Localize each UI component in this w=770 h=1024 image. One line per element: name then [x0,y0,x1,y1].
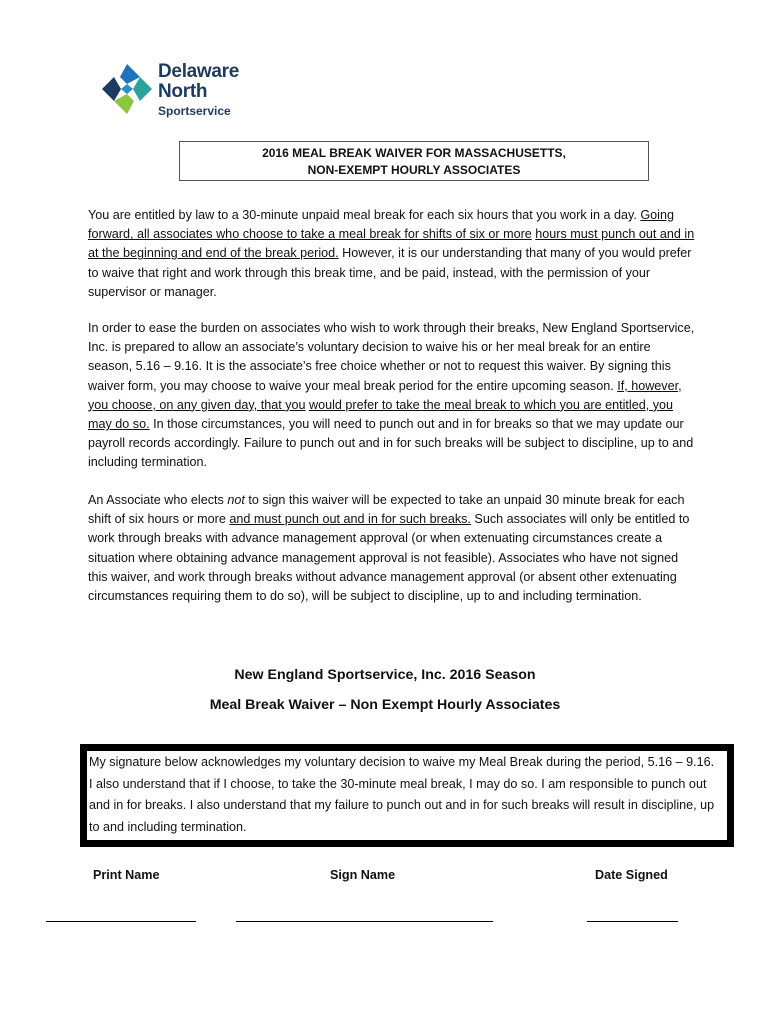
para1-underline-1: Going forward, all associates who choose to take a meal break for shifts of six or more [88,208,674,242]
paragraph-waiver-option [88,319,698,473]
para2-underline-2: would prefer to take the meal break to which you are entitled, you may do so. [88,397,674,432]
para3-text-e: Such associates will only be entitled to work through breaks with advance management approval (or when extenuating circumstances create a situation where obtaining advance management approval is not feasible). Associates who have not signed this waiver, and work through breaks without advance management approval (or absent other extenuating circumstances requiring them to do so), will be subject to discipline, up to and including termination. [88,512,690,604]
para3-text-a: An Associate who elects [88,493,228,507]
print-name-label: Print Name [93,868,160,882]
print-name-line[interactable] [46,921,196,922]
para1-underline-2: hours must punch out and in at the beginning and end of the break period. [88,227,695,261]
sign-name-label: Sign Name [330,868,396,882]
paragraph-entitlement [88,206,698,302]
para1-text-a: You are entitled by law to a 30-minute unpaid meal break for each six hours that you work in a day. [88,208,637,222]
para2-text-e: In those circumstances, you will need to punch out and in for breaks so that we may update our payroll records accordingly. Failure to punch out and in for such breaks will be subject to discipline, up to and including termination. [88,417,694,470]
title-line-1: 2016 MEAL BREAK WAIVER FOR MASSACHUSETTS, [262,146,566,160]
logo-line-delaware: Delaware [158,61,240,82]
para1-text-e: However, it is our understanding that many of you would prefer to waive that right and work through this break time, and be paid, instead, with the permission of your supervisor or manager. [88,246,692,299]
para3-underline: and must punch out and in for such breaks. [229,512,471,527]
date-signed-label: Date Signed [595,868,668,882]
date-signed-line[interactable] [587,921,678,922]
title-line-2: NON-EXEMPT HOURLY ASSOCIATES [307,163,521,177]
logo-line-sportservice: Sportservice [158,104,231,118]
logo-line-north: North [158,81,208,102]
acknowledgement-text: My signature below acknowledges my voluntary decision to waive my Meal Break during the period, 5.16 – 9.16. I also understand that if I choose, to take the 30-minute meal break, I may do so. I am responsible to punch out and in for breaks. I also understand that my failure to punch out and in for such breaks will result in discipline, up to and including termination. [89,755,715,834]
logo-mark-icon [100,62,154,116]
document-title-box [179,141,649,181]
waiver-heading: Meal Break Waiver – Non Exempt Hourly Associates [209,697,561,713]
paragraph-non-signers [88,491,698,606]
sign-name-line[interactable] [236,921,493,922]
para2-text-a: In order to ease the burden on associates who wish to work through their breaks, New England Sportservice, Inc. is prepared to allow an associate’s voluntary decision to waive his or her meal break for an entire season, 5.16 – 9.16. It is the associate’s free choice whether or not to request this waiver. By signing this waiver form, you may choose to waive your meal break period for the entire upcoming season. [88,321,695,393]
para3-italic-not: not [227,493,245,507]
company-logo [100,58,260,128]
para2-underline-1: If, however, you choose, on any given day, that you [88,378,682,412]
para3-text-c: to sign this waiver will be expected to take an unpaid 30 minute break for each shift of six hours or more [88,493,685,527]
season-heading: New England Sportservice, Inc. 2016 Season [234,667,536,683]
logo-wordmark [158,62,239,120]
